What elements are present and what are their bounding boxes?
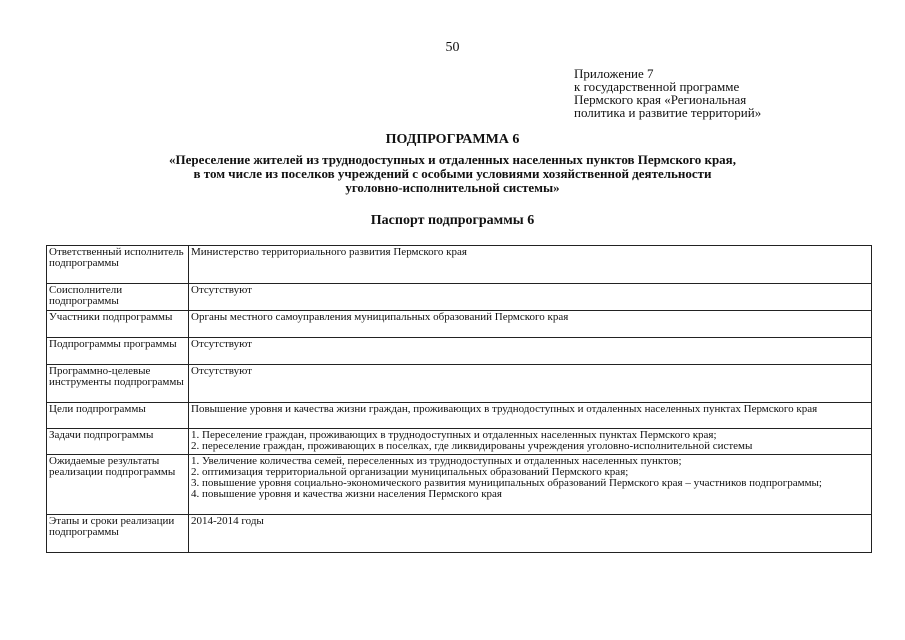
row-label: Задачи подпрограммы: [47, 429, 189, 455]
row-value: [189, 284, 872, 311]
value-line: Органы местного самоуправления муниципальных образований Пермского края: [191, 311, 569, 323]
table-row: [47, 429, 872, 455]
subprogram-name-line: в том числе из поселков учреждений с особыми условиями хозяйственной деятельности: [193, 166, 712, 181]
row-value: [189, 515, 872, 553]
row-value: [189, 455, 872, 515]
row-label: Этапы и сроки реализации подпрограммы: [47, 515, 189, 553]
row-label: Подпрограммы программы: [47, 338, 189, 365]
table-row: [47, 246, 872, 284]
passport-title: Паспорт подпрограммы 6: [370, 213, 535, 228]
row-label: Ожидаемые результаты реализации подпрограммы: [47, 455, 189, 515]
row-value: [189, 338, 872, 365]
row-value: [189, 246, 872, 284]
row-value: [189, 311, 872, 338]
appendix-note: [574, 67, 874, 119]
value-line: 1. Переселение граждан, проживающих в труднодоступных и отдаленных населенных пунктах Пермского края;: [191, 429, 717, 441]
value-line: Министерство территориального развития Пермского края: [191, 246, 467, 258]
appendix-line: Пермского края «Региональная: [574, 92, 747, 107]
row-value: [189, 429, 872, 455]
value-line: Отсутствуют: [191, 338, 252, 350]
passport-table: [46, 245, 872, 553]
value-line: Отсутствуют: [191, 284, 252, 296]
row-value: [189, 403, 872, 429]
row-label: Программно-целевые инструменты подпрограммы: [47, 365, 189, 403]
appendix-line: к государственной программе: [574, 79, 740, 94]
value-line: Отсутствуют: [191, 365, 252, 377]
value-line: 2. переселение граждан, проживающих в поселках, где ликвидированы учреждения уголовно-исполнительной системы: [191, 440, 753, 452]
value-line: 2. оптимизация территориальной организации муниципальных образований Пермского края;: [191, 466, 629, 478]
row-value: [189, 365, 872, 403]
value-line: 3. повышение уровня социально-экономического развития муниципальных образований Пермского края – участников подпрограммы;: [191, 477, 822, 489]
table-row: [47, 338, 872, 365]
page-number: 50: [445, 40, 460, 55]
value-line: 2014-2014 годы: [191, 515, 264, 527]
table-row: [47, 455, 872, 515]
row-label: Ответственный исполнитель подпрограммы: [47, 246, 189, 284]
value-line: 1. Увеличение количества семей, переселенных из труднодоступных и отдаленных населенных пунктов;: [191, 455, 682, 467]
table-row: [47, 403, 872, 429]
table-row: [47, 284, 872, 311]
subprogram-name: [60, 153, 845, 195]
row-label: Соисполнители подпрограммы: [47, 284, 189, 311]
value-line: Повышение уровня и качества жизни граждан, проживающих в труднодоступных и отдаленных населенных пунктах Пермского края: [191, 403, 818, 415]
subprogram-name-line: уголовно-исполнительной системы»: [345, 180, 560, 195]
appendix-line: Приложение 7: [574, 66, 654, 81]
table-row: [47, 311, 872, 338]
table-row: [47, 515, 872, 553]
appendix-line: политика и развитие территорий»: [574, 105, 762, 120]
subprogram-name-line: «Переселение жителей из труднодоступных и отдаленных населенных пунктов Пермского края,: [169, 152, 736, 167]
table-row: [47, 365, 872, 403]
subprogram-title: ПОДПРОГРАММА 6: [385, 132, 520, 147]
value-line: 4. повышение уровня и качества жизни населения Пермского края: [191, 488, 502, 500]
row-label: Участники подпрограммы: [47, 311, 189, 338]
row-label: Цели подпрограммы: [47, 403, 189, 429]
